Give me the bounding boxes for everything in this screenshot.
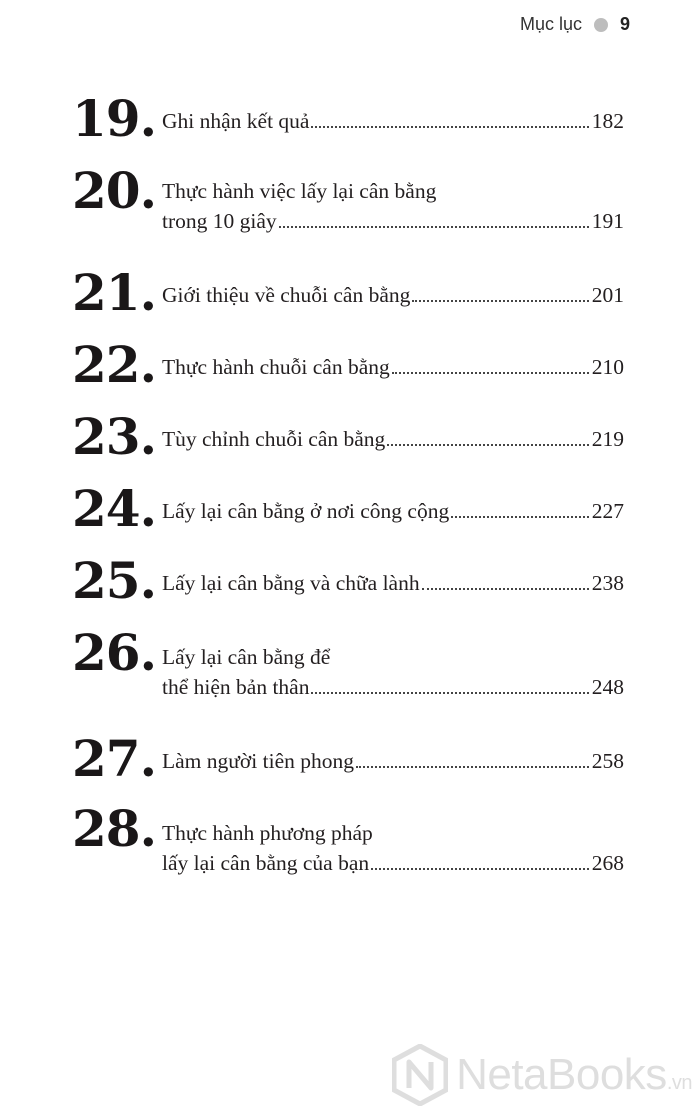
dot-leader xyxy=(422,588,589,590)
chapter-page: 182 xyxy=(591,109,624,133)
dot-leader xyxy=(356,766,589,768)
chapter-page: 227 xyxy=(591,499,624,523)
chapter-number: 24. xyxy=(72,479,156,538)
chapter-title: Lấy lại cân bằng ở nơi công cộng xyxy=(162,499,450,523)
chapter-number: 28. xyxy=(72,799,156,858)
chapter-page: 201 xyxy=(591,283,624,307)
chapter-number: 21. xyxy=(72,263,156,322)
dot-leader xyxy=(371,868,589,870)
chapter-page: 258 xyxy=(591,749,624,773)
chapter-title-line1: Lấy lại cân bằng để xyxy=(162,645,331,669)
chapter-page: 210 xyxy=(591,355,624,379)
dot-leader xyxy=(412,300,588,302)
chapter-title: trong 10 giây xyxy=(162,209,277,233)
chapter-title-line1: Thực hành phương pháp xyxy=(162,821,373,845)
chapter-page: 268 xyxy=(591,851,624,875)
dot-leader xyxy=(451,516,589,518)
chapter-number: 23. xyxy=(72,407,156,466)
chapter-page: 219 xyxy=(591,427,624,451)
chapter-page: 248 xyxy=(591,675,624,699)
chapter-title-line1: Thực hành việc lấy lại cân bằng xyxy=(162,179,437,203)
chapter-title: Làm người tiên phong xyxy=(162,749,355,773)
chapter-title-block xyxy=(162,746,624,776)
chapter-title-block xyxy=(162,568,624,598)
chapter-title: Thực hành chuỗi cân bằng xyxy=(162,355,390,379)
chapter-title-block xyxy=(162,176,624,236)
page-number: 9 xyxy=(619,14,630,34)
dot-leader xyxy=(279,226,589,228)
chapter-number: 19. xyxy=(72,89,156,148)
watermark-suffix: .vn xyxy=(666,1072,692,1094)
chapter-title: thể hiện bản thân xyxy=(162,675,310,699)
dot-leader xyxy=(311,692,588,694)
chapter-title: Ghi nhận kết quả xyxy=(162,109,310,133)
chapter-title-block xyxy=(162,424,624,454)
watermark-brand: NetaBooks.vn xyxy=(456,1050,692,1099)
chapter-title: Giới thiệu về chuỗi cân bằng xyxy=(162,283,411,307)
watermark xyxy=(392,1044,692,1106)
netabooks-logo-icon xyxy=(392,1044,448,1106)
header-title: Mục lục xyxy=(519,14,582,34)
chapter-title-block xyxy=(162,642,624,702)
chapter-number: 22. xyxy=(72,335,156,394)
chapter-title-block xyxy=(162,818,624,878)
dot-leader xyxy=(387,444,588,446)
dot-leader xyxy=(392,372,589,374)
chapter-title: Tùy chỉnh chuỗi cân bằng xyxy=(162,427,386,451)
chapter-page: 191 xyxy=(591,209,624,233)
chapter-number: 26. xyxy=(72,623,156,682)
chapter-number: 27. xyxy=(72,729,156,788)
chapter-title: lấy lại cân bằng của bạn xyxy=(162,851,370,875)
chapter-number: 25. xyxy=(72,551,156,610)
chapter-title-block xyxy=(162,106,624,136)
chapter-number: 20. xyxy=(72,161,156,220)
chapter-title-block xyxy=(162,280,624,310)
chapter-title-block xyxy=(162,352,624,382)
dot-leader xyxy=(311,126,588,128)
chapter-title: Lấy lại cân bằng và chữa lành xyxy=(162,571,420,595)
chapter-title-block xyxy=(162,496,624,526)
chapter-page: 238 xyxy=(591,571,624,595)
